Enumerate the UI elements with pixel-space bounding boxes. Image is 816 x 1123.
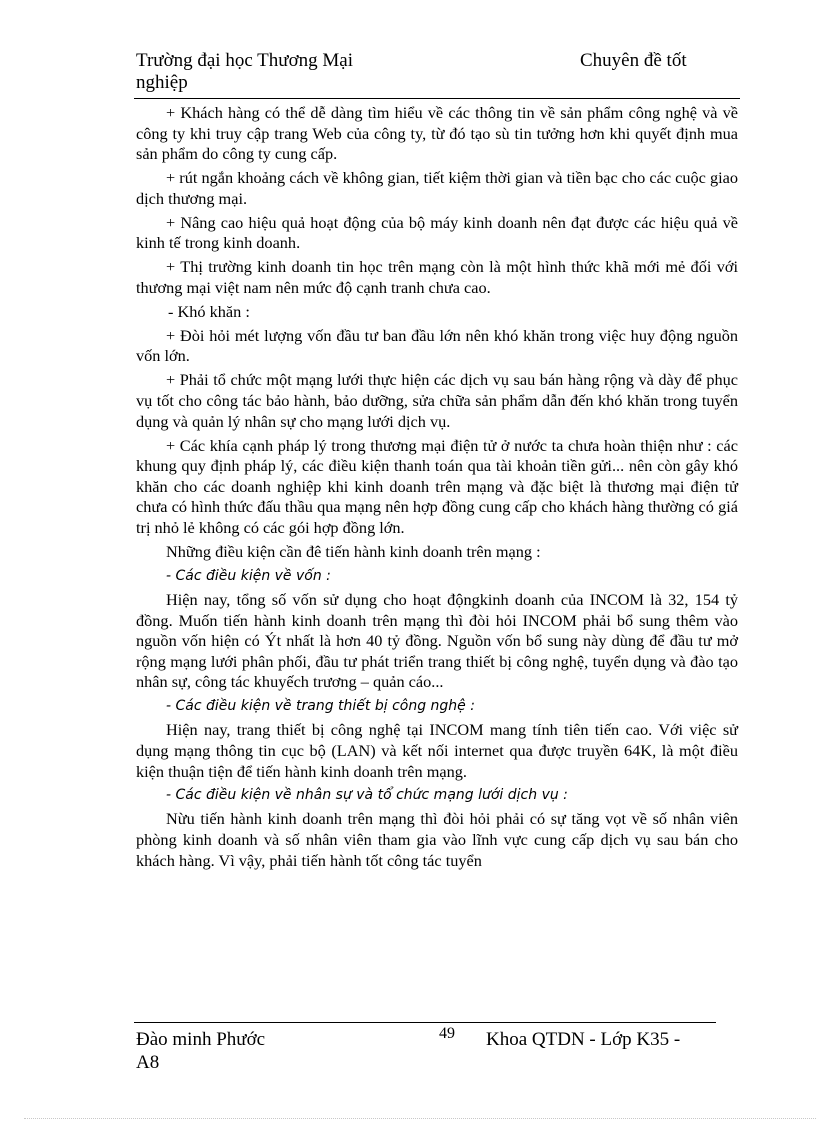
footer-author (136, 1028, 336, 1074)
paragraph-4: + Thị trường kinh doanh tin học trên mạng còn là một hình thức khã mới mẻ đối với thương mại việt nam nên mức độ cạnh tranh chưa cao. (136, 257, 738, 297)
paragraph-6: + Đòi hỏi mét lượng vốn đầu tư ban đầu lớn nên khó khăn trong việc huy động nguồn vốn lớn. (136, 325, 738, 366)
header-university (136, 50, 436, 94)
paragraph-1: + Khách hàng có thể dễ dàng tìm hiểu về các thông tin về sản phẩm công nghệ và về công ty khi truy cập trang Web của công ty, từ đó tạo sù tin tưởng hơn khi quyết định mua sản phẩm do công ty cung cấp. (136, 103, 738, 164)
body-text (136, 103, 738, 875)
header-divider (134, 98, 740, 99)
header-thesis-title: Chuyên đề tốt (580, 50, 687, 71)
page-number: 49 (439, 1025, 455, 1042)
paragraph-14: - Các điều kiện về nhân sự và tổ chức mạng lưới dịch vụ : (166, 787, 568, 804)
paragraph-9: Những điều kiện cần đê tiến hành kinh doanh trên mạng : (166, 542, 541, 561)
paragraph-3: + Nâng cao hiệu quả hoạt động của bộ máy kinh doanh nên đạt được các hiệu quả về kinh tế trong kinh doanh. (136, 212, 738, 253)
paragraph-8: + Các khía cạnh pháp lý trong thương mại điện tử ở nước ta chưa hoàn thiện như : các khung quy định pháp lý, các điều kiện thanh toán qua tài khoản tiền gửi... nên còn gây khó khăn cho các doanh nghiệp khi kinh doanh trên mạng và đặc biệt là thương mại điện tử chưa có hình thức đấu thầu qua mạng nên hợp đồng cung cấp cho khách hàng thường có giá trị nhỏ lẻ không có các gói hợp đồng lớn. (136, 435, 738, 538)
footer-author-class: A8 (136, 1052, 160, 1073)
paragraph-2: + rút ngắn khoảng cách về không gian, tiết kiệm thời gian và tiền bạc cho các cuộc giao dịch thương mại. (136, 168, 738, 208)
paragraph-11: Hiện nay, tổng số vốn sử dụng cho hoạt độngkinh doanh của INCOM là 32, 154 tỷ đồng. Muốn tiến hành kinh doanh trên mạng thì đòi hỏi INCOM phải bổ sung thêm vào nguồn vốn hiện có Ýt nhất là hơn 40 tỷ đồng. Nguồn vốn bổ sung này dùng để đầu tư mở rộng mạng lưới phân phối, đầu tư phát triển trang thiết bị công nghệ, tuyển dụng và đào tạo nhân sự, công tác khuyếch trương – quản cáo... (136, 589, 738, 692)
paragraph-10: - Các điều kiện về vốn : (166, 567, 331, 584)
page-edge (24, 1118, 816, 1119)
footer-class-info: Khoa QTDN - Lớp K35 - (486, 1029, 681, 1050)
header-university-line2: nghiệp (136, 72, 188, 93)
paragraph-5: - Khó khăn : (168, 301, 250, 321)
header-university-line1: Trường đại học Thương Mại (136, 50, 353, 71)
paragraph-15: Nừu tiến hành kinh doanh trên mạng thì đòi hỏi phải có sự tăng vọt về số nhân viên phòng kinh doanh và số nhân viên tham gia vào lĩnh vực cung cấp dịch vụ sau bán cho khách hàng. Vì vậy, phải tiến hành tốt công tác tuyển (136, 809, 738, 870)
paragraph-13: Hiện nay, trang thiết bị công nghệ tại INCOM mang tính tiên tiến cao. Với việc sử dụng mạng thông tin cục bộ (LAN) và kết nối internet qua được truyền 64K, là một điều kiện thuận tiện để tiến hành kinh doanh trên mạng. (136, 720, 738, 781)
footer-divider (134, 1022, 716, 1023)
paragraph-12: - Các điều kiện về trang thiết bị công nghệ : (166, 698, 475, 715)
footer-author-name: Đào minh Phước (136, 1029, 266, 1050)
paragraph-7: + Phải tổ chức một mạng lưới thực hiện các dịch vụ sau bán hàng rộng và dày để phục vụ tốt cho công tác bảo hành, bảo dưỡng, sửa chữa sản phẩm dẫn đến khó khăn trong tuyển dụng và quản lý nhân sự cho mạng lưới dịch vụ. (136, 370, 738, 431)
